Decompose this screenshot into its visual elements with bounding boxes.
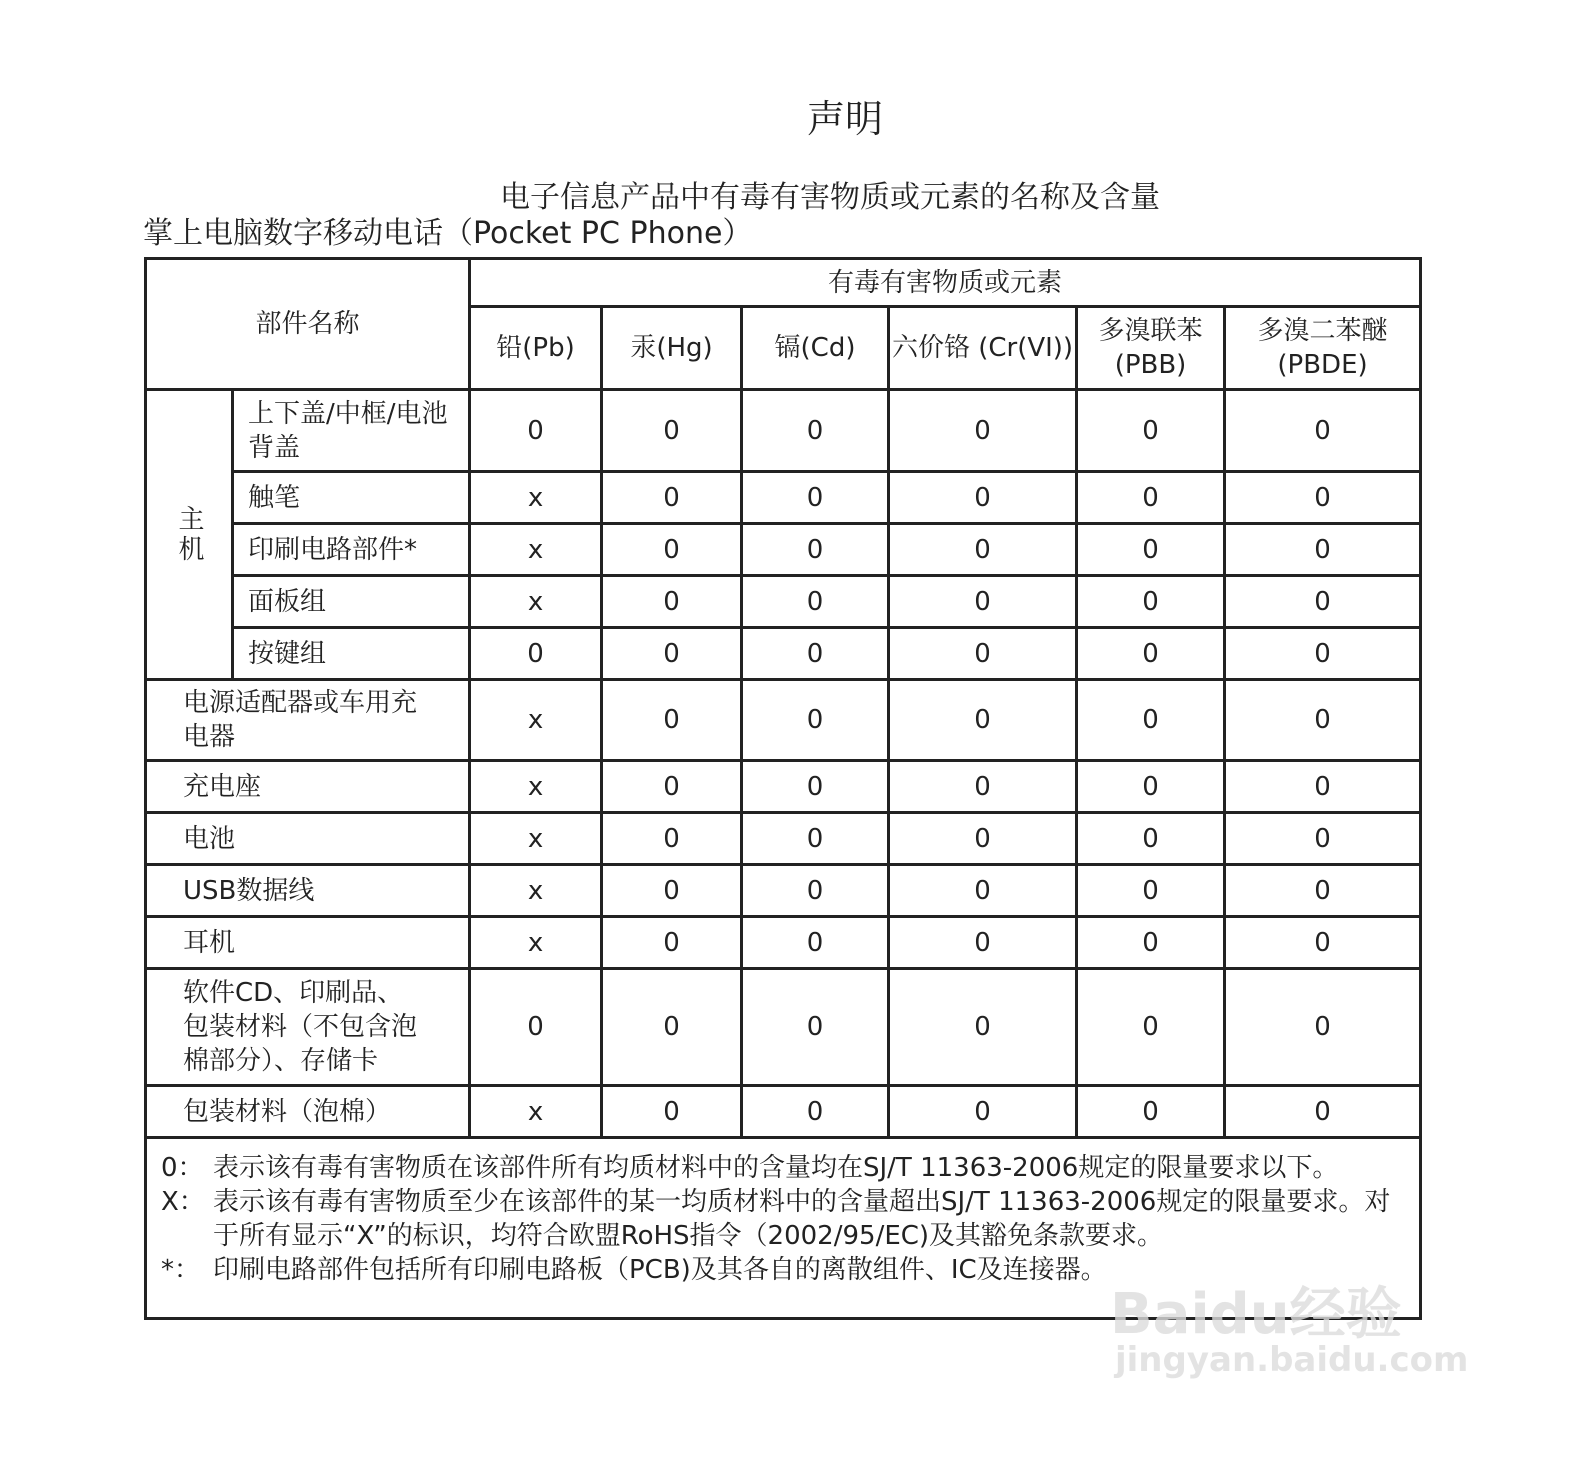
cell-value: 0: [1225, 865, 1421, 917]
cell-value: 0: [742, 524, 889, 576]
cell-value: 0: [1077, 390, 1225, 472]
cell-value: 0: [889, 472, 1077, 524]
cell-value: 0: [1225, 969, 1421, 1086]
cell-value: x: [470, 813, 602, 865]
table-row: [146, 472, 1421, 524]
cell-value: x: [470, 680, 602, 761]
hazardous-substances-table: [144, 257, 1422, 1320]
cell-value: x: [470, 917, 602, 969]
note-text: 表示该有毒有害物质至少在该部件的某一均质材料中的含量超出SJ/T 11363-2006规定的限量要求。对于所有显示“X”的标识，均符合欧盟RoHS指令（2002/95/EC)及其豁免条款要求。: [213, 1187, 1391, 1251]
table-row: [146, 628, 1421, 680]
part-name: 充电座: [146, 761, 470, 813]
cell-value: 0: [602, 813, 742, 865]
cell-value: 0: [889, 1086, 1077, 1138]
cell-value: 0: [1077, 761, 1225, 813]
cell-value: 0: [1077, 917, 1225, 969]
cell-value: 0: [889, 917, 1077, 969]
cell-value: 0: [1225, 813, 1421, 865]
table-row: [146, 576, 1421, 628]
product-name: 掌上电脑数字移动电话（Pocket PC Phone）: [143, 216, 753, 251]
cell-value: 0: [1225, 390, 1421, 472]
table-row: [146, 761, 1421, 813]
cell-value: 0: [889, 524, 1077, 576]
part-name: 电源适配器或车用充电器: [146, 680, 470, 761]
table-row: [146, 680, 1421, 761]
table-row: [146, 524, 1421, 576]
column-header: 六价铬 (Cr(VI)): [889, 307, 1077, 390]
table-row: [146, 917, 1421, 969]
cell-value: x: [470, 865, 602, 917]
cell-value: x: [470, 472, 602, 524]
cell-value: 0: [602, 472, 742, 524]
cell-value: 0: [1225, 472, 1421, 524]
cell-value: 0: [470, 390, 602, 472]
cell-value: 0: [1225, 576, 1421, 628]
cell-value: 0: [1077, 576, 1225, 628]
cell-value: 0: [1077, 1086, 1225, 1138]
cell-value: 0: [742, 576, 889, 628]
cell-value: 0: [889, 865, 1077, 917]
cell-value: 0: [602, 576, 742, 628]
cell-value: x: [470, 576, 602, 628]
column-header: 多溴联苯 (PBB): [1077, 307, 1225, 390]
cell-value: 0: [470, 628, 602, 680]
cell-value: 0: [602, 969, 742, 1086]
cell-value: 0: [742, 680, 889, 761]
cell-value: 0: [1077, 865, 1225, 917]
part-name: 面板组: [233, 576, 470, 628]
cell-value: 0: [602, 865, 742, 917]
column-header: 镉(Cd): [742, 307, 889, 390]
part-name: 包装材料（泡棉）: [146, 1086, 470, 1138]
cell-value: 0: [1077, 524, 1225, 576]
part-name: 软件CD、印刷品、包装材料（不包含泡棉部分）、存储卡: [146, 969, 470, 1086]
cell-value: 0: [602, 680, 742, 761]
cell-value: 0: [1077, 813, 1225, 865]
table-row: [146, 390, 1421, 472]
cell-value: 0: [602, 524, 742, 576]
watermark-url: jingyan.baidu.com: [1115, 1340, 1469, 1380]
note-key: X：: [161, 1187, 205, 1217]
note-text: 表示该有毒有害物质在该部件所有均质材料中的含量均在SJ/T 11363-2006规定的限量要求以下。: [213, 1153, 1339, 1183]
cell-value: 0: [1077, 628, 1225, 680]
cell-value: 0: [1225, 1086, 1421, 1138]
cell-value: 0: [889, 680, 1077, 761]
cell-value: 0: [742, 917, 889, 969]
cell-value: 0: [889, 628, 1077, 680]
part-name: 上下盖/中框/电池背盖: [233, 390, 470, 472]
cell-value: 0: [742, 1086, 889, 1138]
cell-value: 0: [1077, 969, 1225, 1086]
part-name: 按键组: [233, 628, 470, 680]
cell-value: 0: [742, 865, 889, 917]
substance-group-header: 有毒有害物质或元素: [470, 259, 1421, 307]
part-name: 电池: [146, 813, 470, 865]
cell-value: 0: [742, 628, 889, 680]
note-key: *：: [161, 1255, 201, 1285]
cell-value: 0: [602, 1086, 742, 1138]
table-row: [146, 969, 1421, 1086]
note-text: 印刷电路部件包括所有印刷电路板（PCB)及其各自的离散组件、IC及连接器。: [213, 1255, 1107, 1285]
cell-value: 0: [1225, 524, 1421, 576]
cell-value: 0: [1077, 472, 1225, 524]
cell-value: 0: [470, 969, 602, 1086]
table-row: [146, 865, 1421, 917]
cell-value: 0: [889, 390, 1077, 472]
part-name: 触笔: [233, 472, 470, 524]
cell-value: 0: [742, 761, 889, 813]
cell-value: 0: [1225, 628, 1421, 680]
part-name: 印刷电路部件*: [233, 524, 470, 576]
cell-value: 0: [602, 917, 742, 969]
cell-value: 0: [1225, 761, 1421, 813]
column-header: 汞(Hg): [602, 307, 742, 390]
cell-value: x: [470, 524, 602, 576]
cell-value: 0: [602, 390, 742, 472]
part-name: 耳机: [146, 917, 470, 969]
cell-value: 0: [889, 576, 1077, 628]
host-group-label: 主机: [146, 390, 233, 680]
cell-value: 0: [742, 813, 889, 865]
cell-value: 0: [602, 761, 742, 813]
page-title: 声明: [806, 97, 883, 141]
cell-value: 0: [742, 969, 889, 1086]
cell-value: 0: [889, 761, 1077, 813]
note-item: [161, 1185, 1405, 1253]
cell-value: x: [470, 1086, 602, 1138]
cell-value: 0: [602, 628, 742, 680]
note-key: 0：: [161, 1153, 204, 1183]
cell-value: 0: [889, 813, 1077, 865]
cell-value: 0: [1077, 680, 1225, 761]
cell-value: 0: [1225, 680, 1421, 761]
cell-value: 0: [889, 969, 1077, 1086]
note-item: [161, 1151, 1405, 1185]
table-row: [146, 1086, 1421, 1138]
cell-value: x: [470, 761, 602, 813]
part-name-header: 部件名称: [146, 259, 470, 390]
part-name: USB数据线: [146, 865, 470, 917]
cell-value: 0: [742, 390, 889, 472]
column-header: 铅(Pb): [470, 307, 602, 390]
table-subtitle: 电子信息产品中有毒有害物质或元素的名称及含量: [500, 180, 1160, 215]
column-header: 多溴二苯醚 (PBDE): [1225, 307, 1421, 390]
cell-value: 0: [1225, 917, 1421, 969]
cell-value: 0: [742, 472, 889, 524]
watermark-brand: Baidu经验: [1110, 1282, 1402, 1347]
table-row: [146, 813, 1421, 865]
